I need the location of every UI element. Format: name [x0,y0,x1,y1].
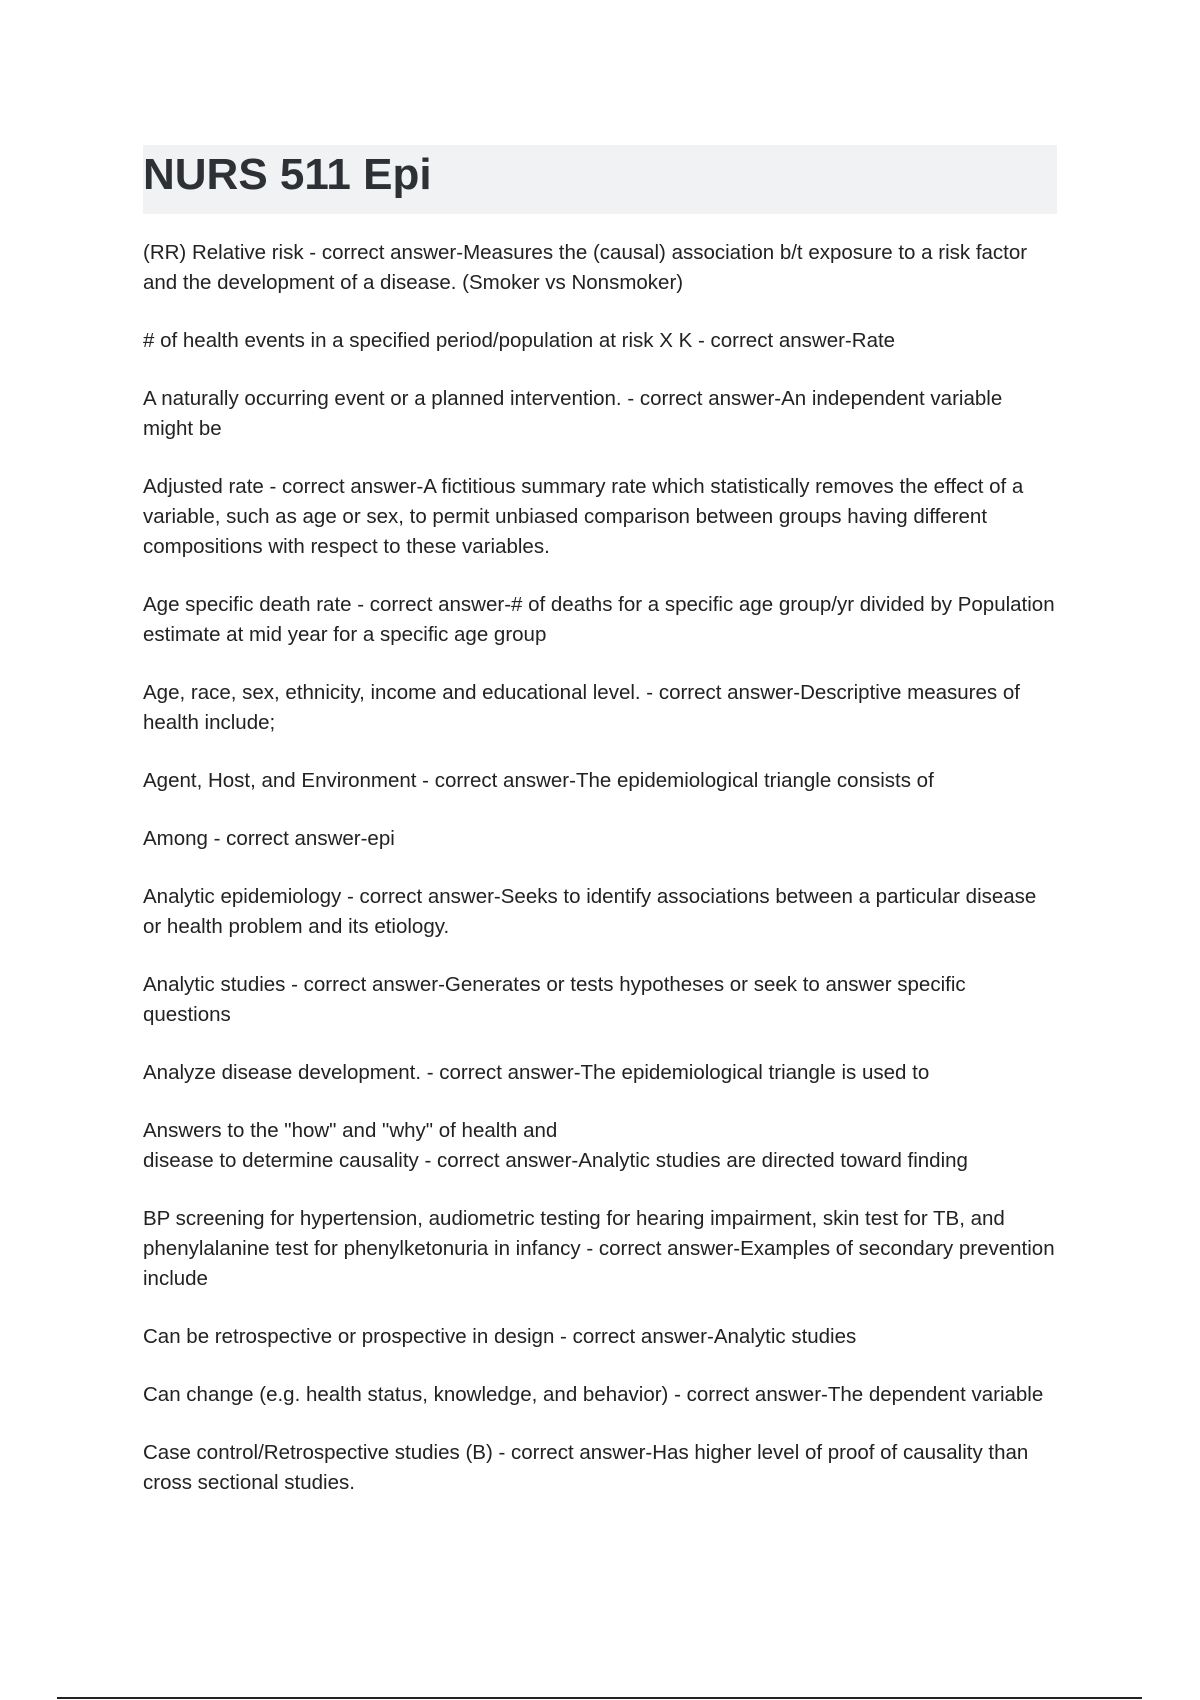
flashcard-entry: Analytic epidemiology - correct answer-Seeks to identify associations between a particular disease or health problem and its etiology. [143,885,1037,938]
flashcard-entry: Case control/Retrospective studies (B) - correct answer-Has higher level of proof of causality than cross sectional studies. [143,1441,1029,1494]
flashcard-entry: Analytic studies - correct answer-Generates or tests hypotheses or seek to answer specific questions [143,973,966,1026]
flashcard-entry: Among - correct answer-epi [143,827,395,850]
flashcard-entry: Age specific death rate - correct answer-# of deaths for a specific age group/yr divided by Population estimate at mid year for a specific age group [143,593,1055,646]
page-title: NURS 511 Epi [143,150,432,199]
flashcard-entry: Analyze disease development. - correct answer-The epidemiological triangle is used to [143,1061,930,1084]
flashcard-entry: Can be retrospective or prospective in design - correct answer-Analytic studies [143,1325,857,1348]
title-banner [143,145,1057,214]
flashcard-entry: # of health events in a specified period/population at risk X K - correct answer-Rate [143,329,896,352]
flashcard-entry: (RR) Relative risk - correct answer-Measures the (causal) association b/t exposure to a risk factor and the development of a disease. (Smoker vs Nonsmoker) [143,241,1028,294]
flashcard-entry: Agent, Host, and Environment - correct answer-The epidemiological triangle consists of [143,769,934,792]
flashcard-list [143,238,1058,1526]
flashcard-entry: Age, race, sex, ethnicity, income and educational level. - correct answer-Descriptive measures of health include; [143,681,1020,734]
flashcard-entry: A naturally occurring event or a planned intervention. - correct answer-An independent variable might be [143,387,1003,440]
flashcard-entry: Can change (e.g. health status, knowledge, and behavior) - correct answer-The dependent variable [143,1383,1044,1406]
flashcard-entry: Answers to the "how" and "why" of health and disease to determine causality - correct answer-Analytic studies are directed toward finding [143,1119,968,1172]
flashcard-entry: BP screening for hypertension, audiometric testing for hearing impairment, skin test for TB, and phenylalanine test for phenylketonuria in infancy - correct answer-Examples of secondary prevention include [143,1207,1055,1290]
flashcard-entry: Adjusted rate - correct answer-A fictitious summary rate which statistically removes the effect of a variable, such as age or sex, to permit unbiased comparison between groups having different compositions with respect to these variables. [143,475,1024,558]
footer-divider [57,1697,1142,1699]
